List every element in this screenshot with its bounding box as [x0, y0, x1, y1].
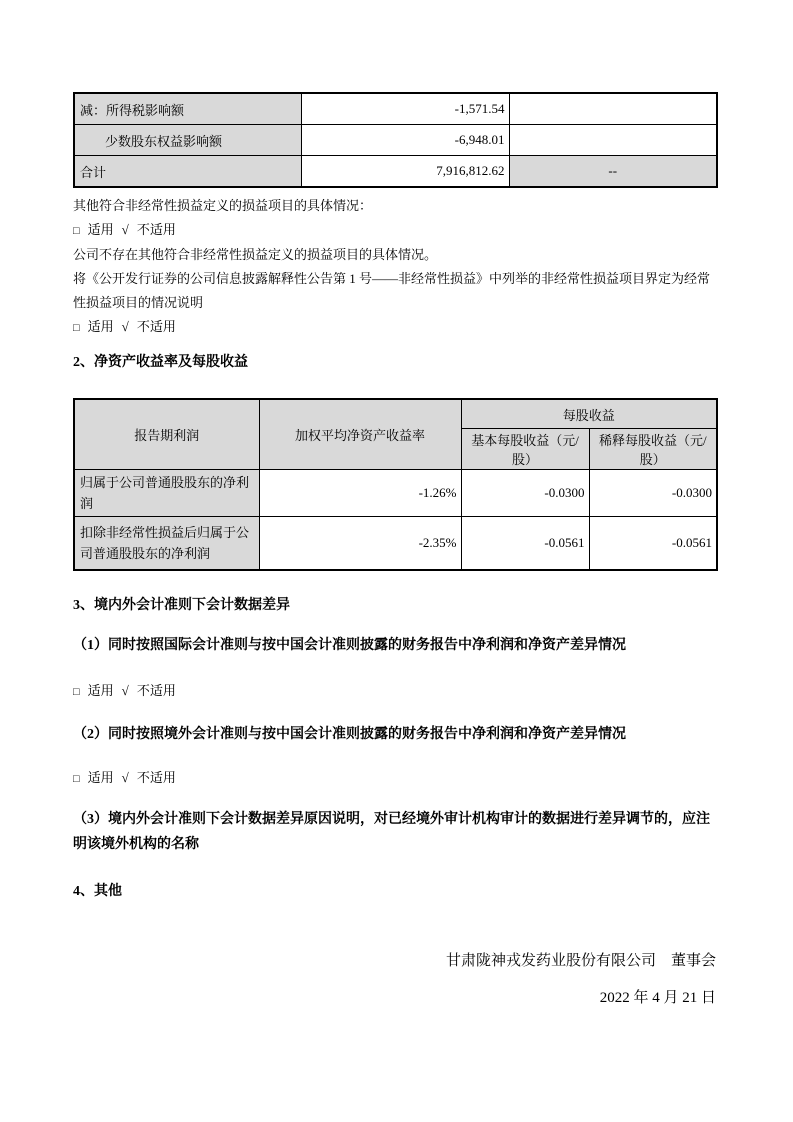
row-value: -6,948.01 [301, 125, 509, 156]
row-value: -1,571.54 [301, 93, 509, 125]
applicable-label: 适用 [87, 319, 114, 334]
section-heading-4: 4、其他 [73, 884, 122, 899]
row-note [509, 93, 717, 125]
check-mark-icon: √ [121, 319, 129, 334]
applicable-label: 适用 [87, 770, 114, 785]
check-mark-icon: √ [121, 770, 129, 785]
header-diluted-eps: 稀释每股收益（元/股） [589, 429, 717, 470]
total-value: 7,916,812.62 [301, 156, 509, 188]
subsection-heading-3-2: （2）同时按照境外会计准则与按中国会计准则披露的财务报告中净利润和净资产差异情况 [73, 727, 626, 742]
roe-eps-table [73, 398, 718, 571]
table-row [74, 125, 717, 156]
subsection-heading-3-1: （1）同时按照国际会计准则与按中国会计准则披露的财务报告中净利润和净资产差异情况 [73, 638, 626, 653]
not-applicable-label: 不适用 [136, 683, 176, 698]
roe-value: -2.35% [259, 517, 461, 571]
section-heading-2: 2、净资产收益率及每股收益 [73, 355, 248, 370]
basic-eps-value: -0.0561 [461, 517, 589, 571]
paragraph-other-items: 其他符合非经常性损益定义的损益项目的具体情况： [73, 198, 373, 213]
paragraph-no-items: 公司不存在其他符合非经常性损益定义的损益项目的具体情况。 [73, 247, 438, 262]
signature-company: 甘肃陇神戎发药业股份有限公司 董事会 [445, 953, 716, 969]
section-heading-3: 3、境内外会计准则下会计数据差异 [73, 598, 290, 613]
diluted-eps-value: -0.0300 [589, 470, 717, 517]
row-label: 扣除非经常性损益后归属于公司普通股股东的净利润 [74, 517, 259, 571]
signature-date: 2022 年 4 月 21 日 [599, 990, 716, 1006]
row-label: 少数股东权益影响额 [74, 125, 301, 156]
row-note [509, 125, 717, 156]
paragraph-define: 将《公开发行证券的公司信息披露解释性公告第 1 号——非经常性损益》中列举的非经常性损益项目界定为经常性损益项目的情况说明 [73, 271, 711, 310]
not-applicable-label: 不适用 [136, 319, 176, 334]
row-label: 减：所得税影响额 [74, 93, 301, 125]
table-header-row [74, 399, 717, 429]
applicability-line-2 [73, 315, 716, 340]
basic-eps-value: -0.0300 [461, 470, 589, 517]
row-label: 归属于公司普通股股东的净利润 [74, 470, 259, 517]
checkbox-unchecked-icon: □ [73, 686, 80, 698]
subsection-heading-3-3: （3）境内外会计准则下会计数据差异原因说明，对已经境外审计机构审计的数据进行差异调节的，应注明该境外机构的名称 [73, 812, 710, 852]
check-mark-icon: √ [121, 683, 129, 698]
applicability-line-3 [73, 679, 716, 704]
not-applicable-label: 不适用 [136, 222, 176, 237]
total-label: 合计 [74, 156, 301, 188]
roe-value: -1.26% [259, 470, 461, 517]
non-recurring-items-table [73, 92, 718, 188]
applicability-line-1 [73, 218, 716, 243]
checkbox-unchecked-icon: □ [73, 225, 80, 237]
applicable-label: 适用 [87, 222, 114, 237]
header-report-period: 报告期利润 [74, 399, 259, 470]
header-basic-eps: 基本每股收益（元/股） [461, 429, 589, 470]
applicable-label: 适用 [87, 683, 114, 698]
check-mark-icon: √ [121, 222, 129, 237]
table-row-total [74, 156, 717, 188]
total-note: -- [509, 156, 717, 188]
header-eps-group: 每股收益 [461, 399, 717, 429]
checkbox-unchecked-icon: □ [73, 773, 80, 785]
table-row [74, 93, 717, 125]
table-row [74, 470, 717, 517]
applicability-line-4 [73, 766, 716, 791]
diluted-eps-value: -0.0561 [589, 517, 717, 571]
not-applicable-label: 不适用 [136, 770, 176, 785]
header-weighted-roe: 加权平均净资产收益率 [259, 399, 461, 470]
checkbox-unchecked-icon: □ [73, 322, 80, 334]
table-row [74, 517, 717, 571]
